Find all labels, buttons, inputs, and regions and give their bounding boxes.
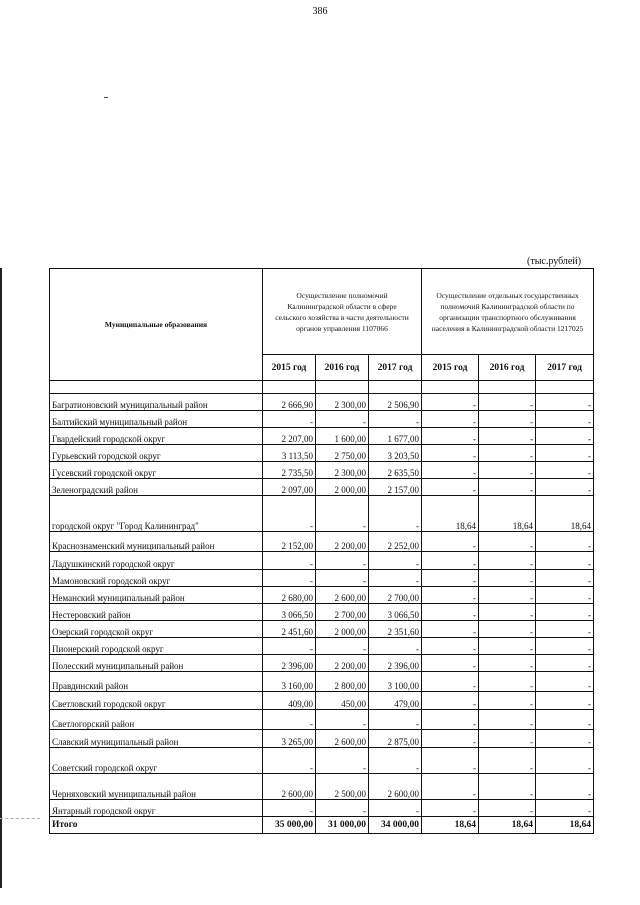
amount-cell: - — [263, 496, 316, 532]
amount-cell: - — [316, 748, 369, 774]
table-row — [50, 479, 594, 496]
amount-cell: 2 600,00 — [369, 774, 422, 800]
municipality-name: Советский городской округ — [50, 748, 263, 774]
municipality-column-header: Муниципальные образования — [50, 269, 263, 381]
amount-cell: 2 666,90 — [263, 394, 316, 411]
page-number: 386 — [312, 6, 328, 17]
table-row — [50, 411, 594, 428]
agriculture-group-header: Осуществление полномочий Калининградской области в сфере сельского хозяйства в части деятельности органов управления 1107066 — [263, 269, 422, 355]
amount-cell: - — [536, 428, 594, 445]
municipality-name: Полесский муниципальный район — [50, 655, 263, 672]
scan-mark — [104, 97, 108, 98]
total-label: Итого — [50, 817, 263, 834]
amount-cell: 2 396,00 — [369, 655, 422, 672]
total-row — [50, 817, 594, 834]
amount-cell: - — [369, 748, 422, 774]
amount-cell: 1 600,00 — [316, 428, 369, 445]
amount-cell: 2 506,90 — [369, 394, 422, 411]
amount-cell: - — [536, 587, 594, 604]
amount-cell: - — [422, 428, 479, 445]
municipality-name: городской округ "Город Калининград" — [50, 496, 263, 532]
amount-cell: - — [479, 800, 536, 817]
amount-cell: - — [479, 730, 536, 748]
amount-cell: 3 100,00 — [369, 672, 422, 692]
amount-cell: - — [479, 672, 536, 692]
amount-cell: 2 000,00 — [316, 621, 369, 638]
amount-cell: - — [536, 710, 594, 730]
municipality-name: Правдинский район — [50, 672, 263, 692]
amount-cell: - — [369, 552, 422, 570]
amount-cell: 18,64 — [479, 496, 536, 532]
year-header: 2017 год — [536, 355, 594, 381]
amount-cell: - — [369, 710, 422, 730]
municipality-name: Нестеровский район — [50, 604, 263, 621]
amount-cell: - — [263, 800, 316, 817]
spacer-row — [50, 381, 594, 394]
amount-cell: - — [536, 748, 594, 774]
amount-cell: - — [369, 411, 422, 428]
amount-cell: - — [479, 748, 536, 774]
municipality-name: Зеленоградский район — [50, 479, 263, 496]
amount-cell: - — [422, 532, 479, 552]
total-amount-cell: 18,64 — [422, 817, 479, 834]
amount-cell: 3 113,50 — [263, 445, 316, 462]
amount-cell: 3 160,00 — [263, 672, 316, 692]
table-row — [50, 710, 594, 730]
amount-cell: - — [536, 462, 594, 479]
municipality-name: Гвардейский городской округ — [50, 428, 263, 445]
total-amount-cell: 18,64 — [536, 817, 594, 834]
municipality-name: Балтийский муниципальный район — [50, 411, 263, 428]
amount-cell: 2 600,00 — [316, 587, 369, 604]
table-row — [50, 570, 594, 587]
amount-cell: 3 066,50 — [263, 604, 316, 621]
amount-cell: - — [316, 496, 369, 532]
year-header: 2015 год — [422, 355, 479, 381]
amount-cell: 2 800,00 — [316, 672, 369, 692]
amount-cell: - — [369, 800, 422, 817]
amount-cell: - — [536, 479, 594, 496]
amount-cell: - — [536, 621, 594, 638]
amount-cell: - — [316, 411, 369, 428]
amount-cell: - — [422, 774, 479, 800]
amount-cell: - — [479, 479, 536, 496]
municipality-name: Краснознаменский муниципальный район — [50, 532, 263, 552]
amount-cell: - — [479, 570, 536, 587]
table-row — [50, 394, 594, 411]
amount-cell: - — [422, 672, 479, 692]
amount-cell: - — [479, 587, 536, 604]
amount-cell: - — [422, 748, 479, 774]
amount-cell: 2 750,00 — [316, 445, 369, 462]
amount-cell: - — [536, 532, 594, 552]
amount-cell: - — [536, 570, 594, 587]
amount-cell: 2 700,00 — [316, 604, 369, 621]
municipality-name: Багратионовский муниципальный район — [50, 394, 263, 411]
amount-cell: - — [479, 604, 536, 621]
amount-cell: - — [422, 462, 479, 479]
amount-cell: 2 600,00 — [316, 730, 369, 748]
table-row — [50, 462, 594, 479]
amount-cell: 479,00 — [369, 692, 422, 710]
municipality-name: Светловский городской округ — [50, 692, 263, 710]
amount-cell: - — [479, 692, 536, 710]
amount-cell: - — [422, 552, 479, 570]
amount-cell: - — [536, 638, 594, 655]
amount-cell: 2 300,00 — [316, 394, 369, 411]
table-row — [50, 638, 594, 655]
amount-cell: - — [422, 587, 479, 604]
municipality-name: Неманский муниципальный район — [50, 587, 263, 604]
table-row — [50, 604, 594, 621]
table-row — [50, 692, 594, 710]
amount-cell: 2 200,00 — [316, 655, 369, 672]
amount-cell: - — [263, 570, 316, 587]
amount-cell: - — [263, 748, 316, 774]
table-row — [50, 428, 594, 445]
amount-cell: - — [479, 411, 536, 428]
amount-cell: - — [479, 445, 536, 462]
table-row — [50, 774, 594, 800]
amount-cell: - — [479, 638, 536, 655]
municipality-name: Гурьевский городской округ — [50, 445, 263, 462]
year-header: 2017 год — [369, 355, 422, 381]
table-row — [50, 748, 594, 774]
amount-cell: - — [479, 428, 536, 445]
amount-cell: 2 000,00 — [316, 479, 369, 496]
amount-cell: 409,00 — [263, 692, 316, 710]
amount-cell: - — [479, 655, 536, 672]
scan-edge-bar — [0, 268, 2, 888]
amount-cell: - — [536, 552, 594, 570]
amount-cell: 3 066,50 — [369, 604, 422, 621]
amount-cell: 2 300,00 — [316, 462, 369, 479]
amount-cell: 2 735,50 — [263, 462, 316, 479]
amount-cell: - — [422, 710, 479, 730]
table-row — [50, 587, 594, 604]
amount-cell: - — [422, 394, 479, 411]
table-row — [50, 445, 594, 462]
amount-cell: 3 265,00 — [263, 730, 316, 748]
amount-cell: 2 200,00 — [316, 532, 369, 552]
municipality-name: Славский муниципальный район — [50, 730, 263, 748]
amount-cell: 2 097,00 — [263, 479, 316, 496]
municipality-name: Гусевский городской округ — [50, 462, 263, 479]
amount-cell: - — [316, 800, 369, 817]
amount-cell: - — [263, 710, 316, 730]
amount-cell: - — [422, 730, 479, 748]
amount-cell: - — [536, 730, 594, 748]
year-header: 2016 год — [479, 355, 536, 381]
amount-cell: 2 152,00 — [263, 532, 316, 552]
amount-cell: - — [422, 692, 479, 710]
amount-cell: - — [536, 800, 594, 817]
amount-cell: - — [422, 445, 479, 462]
transport-group-header: Осуществление отдельных государственных полномочий Калининградской области по организации транспортного обслуживания населения в Калининградской области 1217025 — [422, 269, 594, 355]
amount-cell: 450,00 — [316, 692, 369, 710]
amount-cell: - — [479, 552, 536, 570]
amount-cell: 2 700,00 — [369, 587, 422, 604]
amount-cell: - — [536, 672, 594, 692]
amount-cell: - — [263, 638, 316, 655]
amount-cell: 18,64 — [422, 496, 479, 532]
table-row — [50, 655, 594, 672]
amount-cell: - — [422, 638, 479, 655]
amount-cell: - — [536, 692, 594, 710]
amount-cell: - — [422, 604, 479, 621]
municipality-name: Янтарный городской округ — [50, 800, 263, 817]
amount-cell: 2 635,50 — [369, 462, 422, 479]
municipality-name: Ладушкинский городской округ — [50, 552, 263, 570]
amount-cell: 2 351,60 — [369, 621, 422, 638]
total-amount-cell: 35 000,00 — [263, 817, 316, 834]
amount-cell: - — [422, 800, 479, 817]
table-row — [50, 800, 594, 817]
amount-cell: - — [316, 710, 369, 730]
table-row — [50, 621, 594, 638]
scan-edge-dots — [0, 818, 40, 819]
amount-cell: 2 252,00 — [369, 532, 422, 552]
amount-cell: - — [263, 411, 316, 428]
amount-cell: 18,64 — [536, 496, 594, 532]
budget-table — [49, 268, 594, 834]
amount-cell: - — [422, 655, 479, 672]
amount-cell: - — [422, 621, 479, 638]
table-row — [50, 672, 594, 692]
year-header: 2016 год — [316, 355, 369, 381]
municipality-name: Черняховский муниципальный район — [50, 774, 263, 800]
amount-cell: - — [479, 532, 536, 552]
amount-cell: - — [479, 710, 536, 730]
amount-cell: - — [479, 621, 536, 638]
total-amount-cell: 18,64 — [479, 817, 536, 834]
amount-cell: 2 875,00 — [369, 730, 422, 748]
amount-cell: - — [422, 479, 479, 496]
amount-cell: - — [369, 570, 422, 587]
amount-cell: - — [536, 394, 594, 411]
amount-cell: - — [479, 774, 536, 800]
amount-cell: 2 157,00 — [369, 479, 422, 496]
amount-cell: - — [536, 411, 594, 428]
amount-cell: - — [536, 604, 594, 621]
amount-cell: 2 207,00 — [263, 428, 316, 445]
amount-cell: - — [536, 774, 594, 800]
amount-cell: - — [536, 445, 594, 462]
amount-cell: 3 203,50 — [369, 445, 422, 462]
table-row — [50, 552, 594, 570]
amount-cell: 2 396,00 — [263, 655, 316, 672]
total-amount-cell: 34 000,00 — [369, 817, 422, 834]
table-row — [50, 496, 594, 532]
amount-cell: - — [422, 570, 479, 587]
amount-cell: - — [316, 552, 369, 570]
amount-cell: - — [369, 496, 422, 532]
municipality-name: Светлогорский район — [50, 710, 263, 730]
amount-cell: - — [422, 411, 479, 428]
amount-cell: - — [316, 638, 369, 655]
year-header: 2015 год — [263, 355, 316, 381]
amount-cell: - — [263, 552, 316, 570]
amount-cell: 2 680,00 — [263, 587, 316, 604]
table-row — [50, 532, 594, 552]
units-note: (тыс.рублей) — [527, 256, 582, 267]
amount-cell: - — [536, 655, 594, 672]
total-amount-cell: 31 000,00 — [316, 817, 369, 834]
amount-cell: 2 600,00 — [263, 774, 316, 800]
municipality-name: Мамоновский городской округ — [50, 570, 263, 587]
amount-cell: 1 677,00 — [369, 428, 422, 445]
amount-cell: - — [369, 638, 422, 655]
municipality-name: Озерский городской округ — [50, 621, 263, 638]
amount-cell: 2 500,00 — [316, 774, 369, 800]
amount-cell: - — [479, 462, 536, 479]
table-row — [50, 730, 594, 748]
amount-cell: - — [316, 570, 369, 587]
municipality-name: Пионерский городской округ — [50, 638, 263, 655]
amount-cell: - — [479, 394, 536, 411]
amount-cell: 2 451,60 — [263, 621, 316, 638]
